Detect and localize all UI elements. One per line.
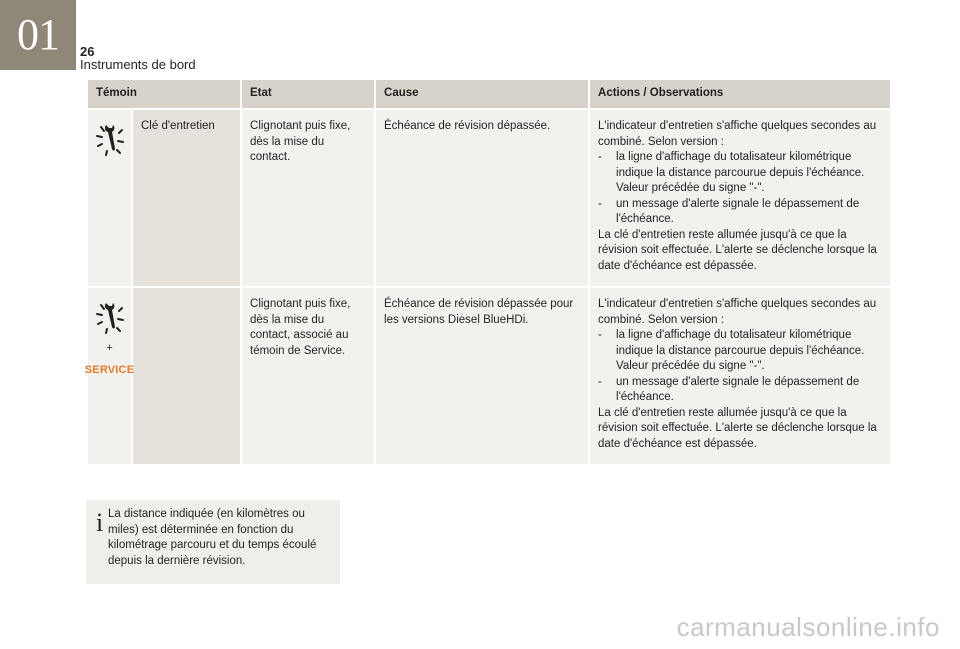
plus-sign: + — [106, 342, 113, 354]
watermark: carmanualsonline.info — [676, 612, 940, 642]
table-header-row — [88, 80, 890, 108]
col-header-etat: Etat — [242, 80, 374, 108]
actions-intro: L'indicateur d'entretien s'affiche quelques secondes au combiné. Selon version : — [598, 120, 877, 148]
name-cell: Clé d'entretien — [133, 110, 240, 286]
warning-lights-table — [86, 80, 892, 464]
state-cell: Clignotant puis fixe, dès la mise du contact. — [242, 110, 374, 286]
actions-cell — [590, 288, 890, 464]
page-number: 26 — [80, 44, 95, 59]
actions-outro: La clé d'entretien reste allumée jusqu'à ce que la révision soit effectuée. L'alerte se déclenche lorsque la date d'échéance est dépassée. — [598, 228, 877, 272]
col-header-cause: Cause — [376, 80, 588, 108]
col-header-temoin: Témoin — [88, 80, 240, 108]
info-box — [86, 500, 340, 584]
icon-cell — [88, 110, 131, 286]
wrench-icon — [93, 119, 127, 159]
actions-intro: L'indicateur d'entretien s'affiche quelques secondes au combiné. Selon version : — [598, 298, 877, 326]
state-cell: Clignotant puis fixe, dès la mise du contact, associé au témoin de Service. — [242, 288, 374, 464]
info-text: La distance indiquée (en kilomètres ou miles) est déterminée en fonction du kilométrage parcouru et du temps écoulé depuis la dernière révision. — [108, 508, 317, 567]
info-icon: i — [96, 508, 104, 537]
actions-outro: La clé d'entretien reste allumée jusqu'à ce que la révision soit effectuée. L'alerte se déclenche lorsque la date d'échéance est dépassée. — [598, 406, 877, 450]
list-item: - un message d'alerte signale le dépassement de l'échéance. — [598, 375, 860, 403]
list-item: - la ligne d'affichage du totalisateur kilométrique indique la distance parcourue depuis l'échéance. Valeur précédée du signe "-". — [598, 151, 865, 194]
table-row — [88, 110, 890, 286]
table-row — [88, 288, 890, 464]
chapter-tab: 01 — [0, 0, 76, 70]
col-header-actions: Actions / Observations — [590, 80, 890, 108]
actions-cell — [590, 110, 890, 286]
name-cell — [133, 288, 240, 464]
icon-cell — [84, 288, 135, 464]
service-icon: SERVICE — [84, 363, 135, 376]
cause-cell: Échéance de révision dépassée. — [376, 110, 588, 286]
cause-cell: Échéance de révision dépassée pour les versions Diesel BlueHDi. — [376, 288, 588, 464]
list-item: - la ligne d'affichage du totalisateur kilométrique indique la distance parcourue depuis l'échéance. Valeur précédée du signe "-". — [598, 329, 865, 372]
section-title: Instruments de bord — [80, 57, 196, 72]
wrench-icon — [93, 297, 127, 337]
list-item: - un message d'alerte signale le dépassement de l'échéance. — [598, 197, 860, 225]
